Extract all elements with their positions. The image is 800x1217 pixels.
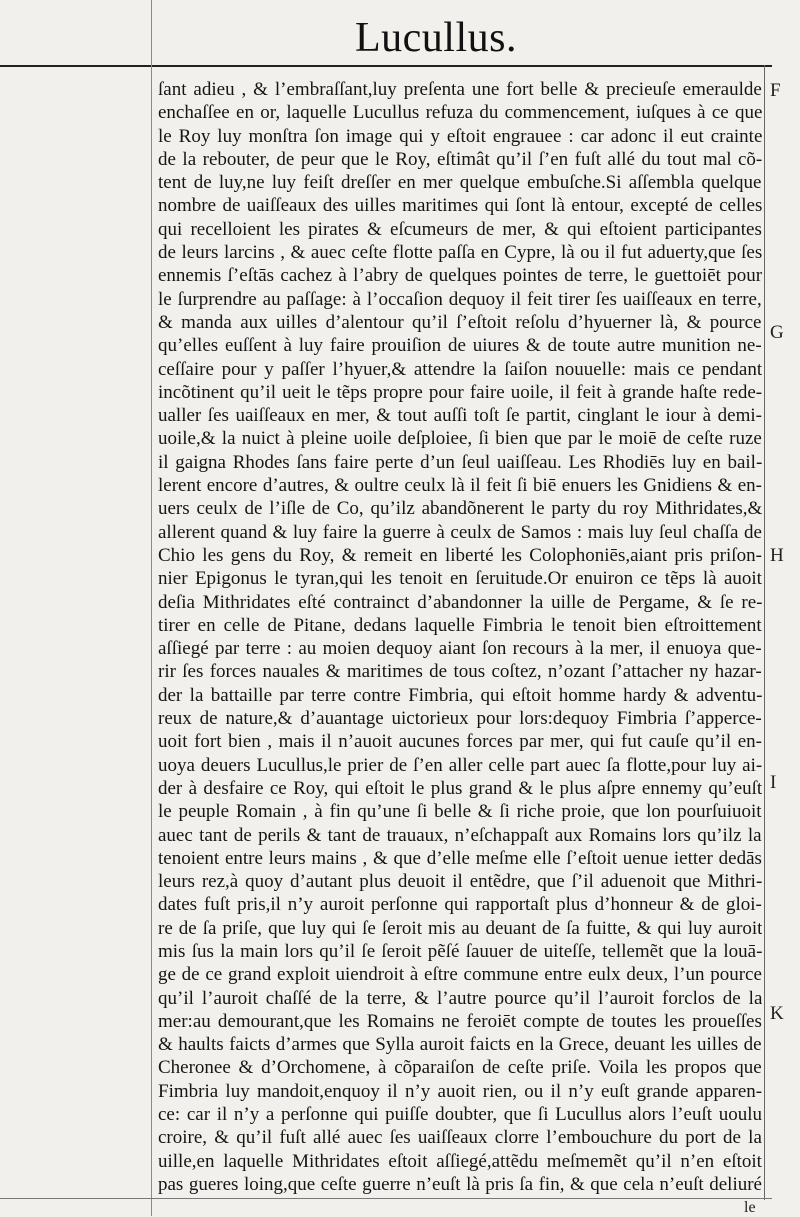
- text-line: tirer en celle de Pitane, dedans laquelle Fimbria le tenoit bien eſtroittement: [158, 614, 762, 636]
- margin-marker-g: G: [770, 322, 784, 343]
- text-line: der à desfaire ce Roy, qui eſtoit le plus grand & le plus aſpre ennemy qu’euſt: [158, 777, 762, 799]
- text-line: leurs rez,à quoy d’autant plus deuoit il entẽdre, que ſ’il aduenoit que Mithri-: [158, 871, 762, 893]
- catchword: le: [744, 1199, 756, 1216]
- margin-rule: [764, 65, 765, 1200]
- text-line: re de ſa priſe, que luy qui ſe ſeroit mis au deuant de ſa fuitte, & qui luy auroit: [158, 917, 762, 939]
- header-rule: [0, 65, 772, 67]
- text-line: le peuple Romain , à fin qu’une ſi belle & ſi riche proie, que lon pourſuiuoit: [158, 801, 762, 823]
- text-line: tent de luy,ne luy feiſt dreſſer en mer quelque embuſche.Si aſſembla quelque: [158, 172, 762, 194]
- text-line: nier Epigonus le tyran,qui les tenoit en ſeruitude.Or enuiron ce tẽps là auoit: [158, 568, 762, 590]
- margin-marker-i: I: [770, 772, 777, 793]
- text-line: allerent quand & luy faire la guerre à ceulx de Samos : mais luy ſeul chaſſa de: [158, 521, 762, 543]
- text-line: & manda aux uilles d’alentour qu’il ſ’eſtoit reſolu d’hyuerner là, & pource: [158, 311, 762, 333]
- text-line: le Roy luy monſtra ſon image qui y eſtoit engrauee : car adonc il eut crainte: [158, 125, 762, 147]
- text-line: auec tant de perils & tant de trauaux, n’eſchappaſt aux Romains lors qu’ilz la: [158, 824, 762, 846]
- text-line: deſia Mithridates eſté contrainct d’abandonner la uille de Pergame, & ſe re-: [158, 591, 762, 613]
- text-line: pas gueres loing,que ceſte guerre n’euſt là pris ſa fin, & que cela n’euſt deliuré: [158, 1173, 762, 1195]
- text-line: uoile,& la nuict à pleine uoile deſploiee, ſi bien que par le moiē de ceſte ruze: [158, 428, 762, 450]
- text-line: rir ſes forces nauales & maritimes de tous coſtez, n’ozant ſ’attacher ny hazar-: [158, 661, 762, 683]
- text-line: qu’il l’auroit chaſſé de la terre, & l’autre pource qu’il l’auroit forclos de la: [158, 987, 762, 1009]
- text-line: ennemis ſ’eſtās cachez à l’abry de quelques pointes de terre, le guettoiēt pour: [158, 265, 762, 287]
- text-line: ceſſaire pour y paſſer l’hyuer,& attendre la ſaiſon nouuelle: mais ce pendant: [158, 358, 762, 380]
- text-line: uille,en laquelle Mithridates eſtoit aſſiegé,attẽdu meſmemẽt qu’il n’en eſtoit: [158, 1150, 762, 1172]
- text-line: de leurs larcins , & auec ceſte flotte paſſa en Cypre, là ou il fut aduerty,que ſes: [158, 242, 762, 264]
- margin-marker-h: H: [770, 545, 784, 566]
- text-line: il gaigna Rhodes ſans faire perte d’un ſeul uaiſſeau. Les Rhodiēs luy en bail-: [158, 451, 762, 473]
- text-line: & haults faicts d’armes que Sylla auroit faicts en la Grece, deuant les uilles de: [158, 1034, 762, 1056]
- gutter-rule: [151, 0, 152, 1216]
- text-line: ce: car il n’y a perſonne qui puiſſe doubter, que ſi Lucullus alors l’euſt uoulu: [158, 1104, 762, 1126]
- text-line: tenoient entre leurs mains , & que d’elle meſme elle ſ’eſtoit uenue ietter dedās: [158, 847, 762, 869]
- text-line: Fimbria luy mandoit,enquoy il n’y auoit rien, ou il n’y euſt grande apparen-: [158, 1080, 762, 1102]
- text-line: enchaſſee en or, laquelle Lucullus refuza du commencement, iuſques à ce que: [158, 102, 762, 124]
- text-line: uoit fort bien , mais il n’auoit aucunes forces par mer, qui fut cauſe qu’il en-: [158, 731, 762, 753]
- text-line: uoya deuers Lucullus,le prier de ſ’en aller celle part auec ſa flotte,pour luy ai-: [158, 754, 762, 776]
- text-line: qu’elles euſſent à luy faire prouiſion de uiures & de toute autre munition ne-: [158, 335, 762, 357]
- body-text: [158, 78, 762, 1196]
- text-line: ge de ce grand exploit uiendroit à eſtre commune entre eulx deux, l’un pource: [158, 964, 762, 986]
- text-line: uers ceulx de l’iſle de Co, qu’ilz abandõnerent le party du roy Mithridates,&: [158, 498, 762, 520]
- text-line: nombre de uaiſſeaux des uilles maritimes qui ſont là entour, excepté de celles: [158, 195, 762, 217]
- text-line: mis ſus la main lors qu’il ſe ſeroit pẽſé ſauuer de uiteſſe, tellemẽt que la louā-: [158, 940, 762, 962]
- text-line: le ſurprendre au paſſage: à l’occaſion dequoy il feit tirer ſes uaiſſeaux en terre,: [158, 288, 762, 310]
- text-line: ſant adieu , & l’embraſſant,luy preſenta une fort belle & precieuſe emeraulde: [158, 79, 762, 100]
- page-title: Lucullus.: [355, 15, 517, 61]
- text-line: lerent encore d’autres, & oultre ceulx là il feit ſi biē enuers les Gnidiens & en-: [158, 475, 762, 497]
- text-line: dates fuſt pris,il n’y auroit perſonne qui rapportaſt plus d’honneur & de gloi-: [158, 894, 762, 916]
- text-line: Cheronee & d’Orchomene, à cõparaiſon de ceſte priſe. Voila les propos que: [158, 1057, 762, 1079]
- footer-rule: [0, 1198, 772, 1199]
- text-line: der la battaille par terre contre Fimbria, qui eſtoit homme hardy & adventu-: [158, 684, 762, 706]
- margin-marker-k: K: [770, 1003, 784, 1024]
- text-line: mer:au demourant,que les Romains ne feroiēt compte de toutes les proueſſes: [158, 1010, 762, 1032]
- text-line: aſſiegé par terre : au moien dequoy aiant ſon recours à la mer, il enuoya que-: [158, 638, 762, 660]
- text-line: Chio les gens du Roy, & remeit en liberté les Colophoniēs,aiant pris priſon-: [158, 544, 762, 566]
- text-line: incõtinent qu’il ueit le tẽps propre pour faire uoile, il feit à grande haſte rede-: [158, 381, 762, 403]
- margin-marker-f: F: [770, 80, 781, 101]
- text-line: ualler ſes uaiſſeaux en mer, & tout auſſi toſt ſe partit, cinglant le iour à demi-: [158, 405, 762, 427]
- text-line: qui recelloient les pirates & eſcumeurs de mer, & qui eſtoient participantes: [158, 218, 762, 240]
- text-line: reux de nature,& d’auantage uictorieux pour lors:dequoy Fimbria ſ’apperce-: [158, 708, 762, 730]
- text-line: de la rebouter, de peur que le Roy, eſtimât qu’il ſ’en fuſt allé du tout mal cõ-: [158, 148, 762, 170]
- text-line: croire, & qu’il fuſt allé auec ſes uaiſſeaux clorre l’embouchure du port de la: [158, 1127, 762, 1149]
